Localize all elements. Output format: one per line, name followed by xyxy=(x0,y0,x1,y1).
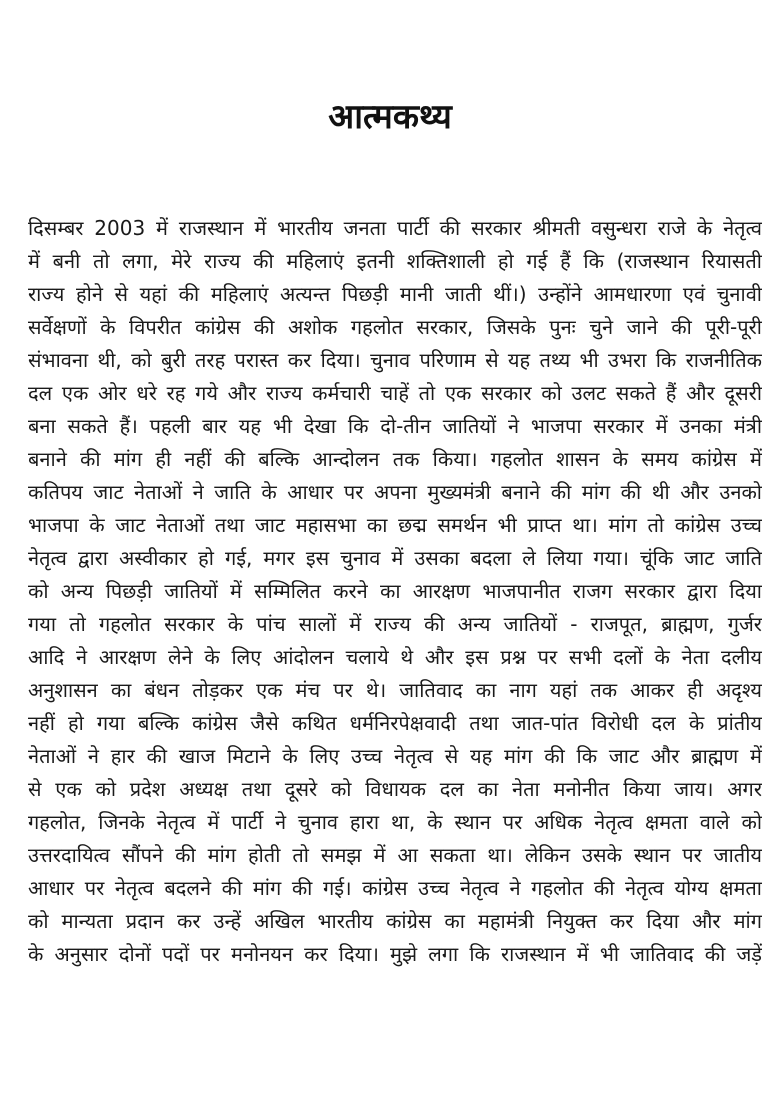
text-line: गया तो गहलोत सरकार के पांच सालों में राज्य की अन्य जातियों - राजपूत, ब्राह्मण, गुर्जर xyxy=(28,612,762,636)
text-line: से एक को प्रदेश अध्यक्ष तथा दूसरे को विधायक दल का नेता मनोनीत किया जाय। अगर xyxy=(28,777,762,801)
page-title: आत्मकथ्य xyxy=(328,97,452,137)
text-line: आदि ने आरक्षण लेने के लिए आंदोलन चलाये थे और इस प्रश्न पर सभी दलों के नेता दलीय xyxy=(28,645,762,669)
text-line: उत्तरदायित्व सौंपने की मांग होती तो समझ में आ सकता था। लेकिन उसके स्थान पर जातीय xyxy=(28,843,762,867)
text-line: सर्वेक्षणों के विपरीत कांग्रेस की अशोक गहलोत सरकार, जिसके पुनः चुने जाने की पूरी-पूरी xyxy=(28,315,762,339)
text-line: संभावना थी, को बुरी तरह परास्त कर दिया। चुनाव परिणाम से यह तथ्य भी उभरा कि राजनीतिक xyxy=(28,348,762,372)
text-line: नेतृत्व द्वारा अस्वीकार हो गई, मगर इस चुनाव में उसका बदला ले लिया गया। चूंकि जाट जाति xyxy=(28,546,762,570)
text-line: बना सकते हैं। पहली बार यह भी देखा कि दो-तीन जातियों ने भाजपा सरकार में उनका मंत्री xyxy=(28,414,762,438)
text-line: भाजपा के जाट नेताओं तथा जाट महासभा का छद्म समर्थन भी प्राप्त था। मांग तो कांग्रेस उच्च xyxy=(28,513,762,537)
text-line: नेताओं ने हार की खाज मिटाने के लिए उच्च नेतृत्व से यह मांग की कि जाट और ब्राह्मण में xyxy=(28,744,762,768)
text-line: को अन्य पिछड़ी जातियों में सम्मिलित करने का आरक्षण भाजपानीत राजग सरकार द्वारा दिया xyxy=(28,579,762,603)
text-line: राज्य होने से यहां की महिलाएं अत्यन्त पिछड़ी मानी जाती थीं।) उन्होंने आमधारणा एवं चुनावी xyxy=(28,282,762,306)
text-line: में बनी तो लगा, मेरे राज्य की महिलाएं इतनी शक्तिशाली हो गई हैं कि (राजस्थान रियासती xyxy=(28,249,762,273)
body-text xyxy=(28,212,762,971)
text-line: आधार पर नेतृत्व बदलने की मांग की गई। कांग्रेस उच्च नेतृत्व ने गहलोत की नेतृत्व योग्य क्षमता xyxy=(28,876,762,900)
text-line: नहीं हो गया बल्कि कांग्रेस जैसे कथित धर्मनिरपेक्षवादी तथा जात-पांत विरोधी दल के प्रांतीय xyxy=(28,711,762,735)
text-line: बनाने की मांग ही नहीं की बल्कि आन्दोलन तक किया। गहलोत शासन के समय कांग्रेस में xyxy=(28,447,762,471)
text-line: दल एक ओर धरे रह गये और राज्य कर्मचारी चाहें तो एक सरकार को उलट सकते हैं और दूसरी xyxy=(28,381,762,405)
text-line: को मान्यता प्रदान कर उन्हें अखिल भारतीय कांग्रेस का महामंत्री नियुक्त कर दिया और मांग xyxy=(28,909,762,933)
text-line: कतिपय जाट नेताओं ने जाति के आधार पर अपना मुख्यमंत्री बनाने की मांग की थी और उनको xyxy=(28,480,762,504)
text-line: गहलोत, जिनके नेतृत्व में पार्टी ने चुनाव हारा था, के स्थान पर अधिक नेतृत्व क्षमता वाले को xyxy=(28,810,762,834)
text-line: के अनुसार दोनों पदों पर मनोनयन कर दिया। मुझे लगा कि राजस्थान में भी जातिवाद की जड़ें xyxy=(28,942,762,966)
text-line: दिसम्बर 2003 में राजस्थान में भारतीय जनता पार्टी की सरकार श्रीमती वसुन्धरा राजे के नेतृत्व xyxy=(28,216,762,240)
text-line: अनुशासन का बंधन तोड़कर एक मंच पर थे। जातिवाद का नाग यहां तक आकर ही अदृश्य xyxy=(28,678,762,702)
